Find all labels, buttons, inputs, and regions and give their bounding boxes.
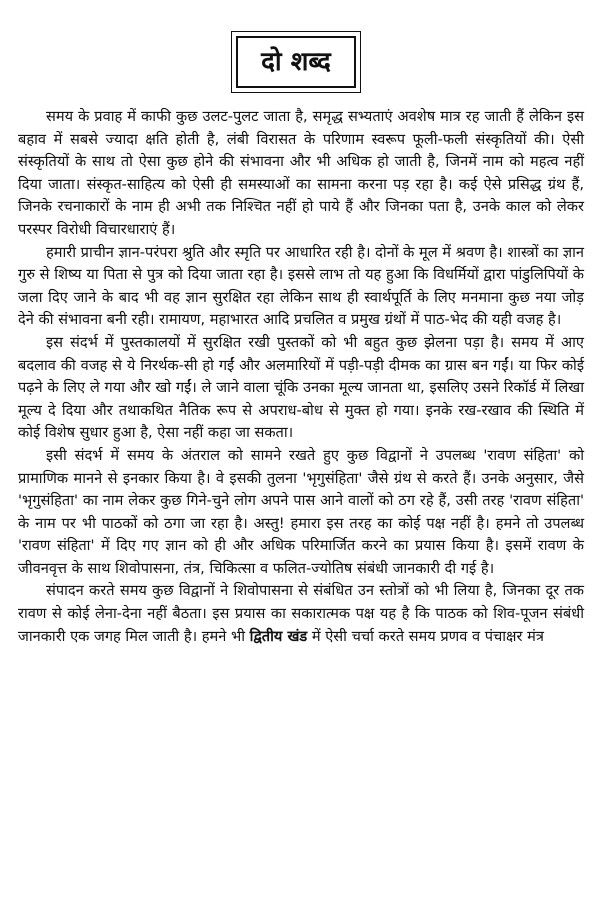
body-text xyxy=(18,106,584,648)
paragraph-5-bold-phrase: द्वितीय खंड xyxy=(249,627,308,645)
paragraph-3: इस संदर्भ में पुस्तकालयों में सुरक्षित रखी पुस्तकों को भी बहुत कुछ झेलना पड़ा है। समय में आए बदलाव की वजह से ये निरर्थक-सी हो गईं और अलमारियों में पड़ी-पड़ी दीमक का ग्रास बन गईं। या फिर कोई पढ़ने के लिए ले गया और खो गईं। ले जाने वाला चूंकि उनका मूल्य जानता था, इसलिए उसने रिकॉर्ड में लिखा मूल्य दे दिया और तथाकथित नैतिक रूप से अपराध-बोध से मुक्त हो गया। इनके रख-रखाव की स्थिति में कोई विशेष सुधार हुआ है, ऐसा नहीं कहा जा सकता। xyxy=(18,333,584,442)
paragraph-5 xyxy=(18,580,584,648)
paragraph-1: समय के प्रवाह में काफी कुछ उलट-पुलट जाता है, समृद्ध सभ्यताएं अवशेष मात्र रह जाती हैं लेकिन इस बहाव में सबसे ज्यादा क्षति होती है, लंबी विरासत के परिणाम स्वरूप फूली-फली संस्कृतियों की। ऐसी संस्कृतियों के साथ तो ऐसा कुछ होने की संभावना और भी अधिक हो जाती है, जिनमें नाम को महत्व नहीं दिया जाता। संस्कृत-साहित्य को ऐसी ही समस्याओं का सामना करना पड़ रहा है। कई ऐसे प्रसिद्ध ग्रंथ हैं, जिनके रचनाकारों के नाम ही अभी तक निश्चित नहीं हो पाये हैं और जिनका पता है, उनके काल को लेकर परस्पर विरोधी विचारधाराएं हैं। xyxy=(18,108,584,238)
page-title: दो शब्द xyxy=(261,47,331,77)
paragraph-5-text-start: संपादन करते समय कुछ विद्वानों ने शिवोपासना से संबंधित उन स्तोत्रों को भी लिया है, जिनका दूर तक रावण से कोई लेना-देना नहीं बैठता। इस प्रयास का सकारात्मक पक्ष यह है कि पाठक को शिव-पूजन संबंधी जानकारी एक जगह मिल जाती है। हमने भी xyxy=(18,582,584,645)
paragraph-5-text-end: में ऐसी चर्चा करते समय प्रणव व पंचाक्षर मंत्र xyxy=(307,627,544,645)
paragraph-4: इसी संदर्भ में समय के अंतराल को सामने रखते हुए कुछ विद्वानों ने उपलब्ध 'रावण संहिता' को प्रामाणिक मानने से इनकार किया है। वे इसकी तुलना 'भृगुसंहिता' जैसे ग्रंथ से करते हैं। उनके अनुसार, जैसे 'भृगुसंहिता' का नाम लेकर कुछ गिने-चुने लोग अपने पास आने वालों को ठग रहे हैं, उसी तरह 'रावण संहिता' के नाम पर भी पाठकों को ठगा जा रहा है। अस्तु! हमारा इस तरह का कोई पक्ष नहीं है। हमने तो उपलब्ध 'रावण संहिता' में दिए गए ज्ञान को ही और अधिक परिमार्जित करने का प्रयास किया है। इसमें रावण के जीवनवृत्त के साथ शिवोपासना, तंत्र, चिकित्सा व फलित-ज्योतिष संबंधी जानकारी दी गई है। xyxy=(18,446,584,577)
paragraph-2: हमारी प्राचीन ज्ञान-परंपरा श्रुति और स्मृति पर आधारित रही है। दोनों के मूल में श्रवण है। शास्त्रों का ज्ञान गुरु से शिष्य या पिता से पुत्र को दिया जाता रहा है। इससे लाभ तो यह हुआ कि विधर्मियों द्वारा पांडुलिपियों के जला दिए जाने के बाद भी वह ज्ञान सुरक्षित रहा लेकिन साथ ही स्वार्थपूर्ति के लिए मनमाना कुछ नया जोड़ देने की संभावना बनी रही। रामायण, महाभारत आदि प्रचलित व प्रमुख ग्रंथों में पाठ-भेद की यही वजह है। xyxy=(18,243,584,329)
title-frame xyxy=(236,36,356,88)
